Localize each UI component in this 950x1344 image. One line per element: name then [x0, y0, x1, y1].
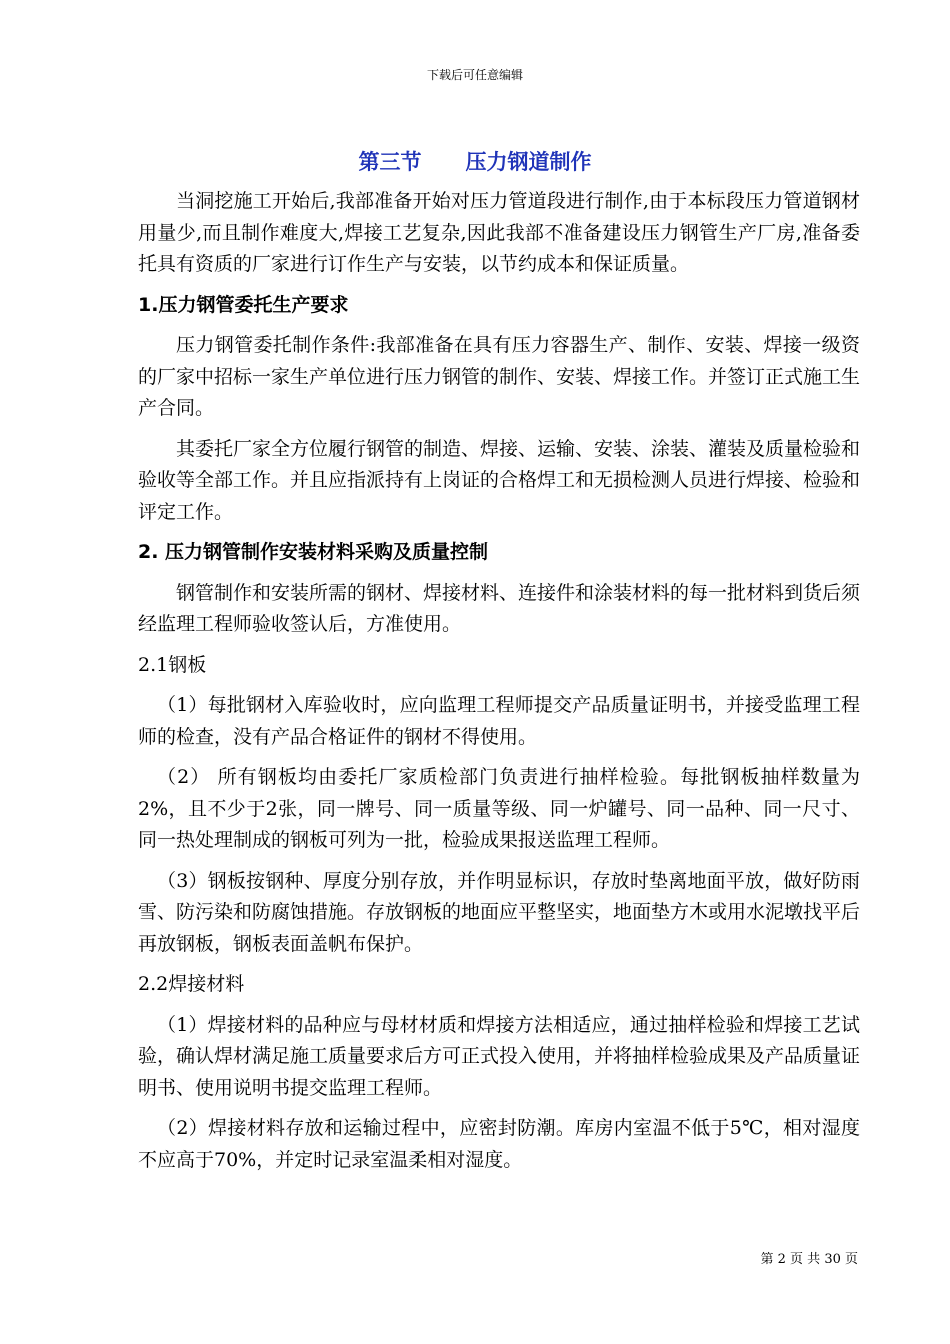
paragraph-7: （1）焊接材料的品种应与母材材质和焊接方法相适应，通过抽样检验和焊接工艺试验，确认焊材满足施工质量要求后方可正式投入使用，并将抽样检验成果及产品质量证明书、使用说明书提交监理工程师。 [138, 1013, 861, 1099]
paragraph-4: （1）每批钢材入库验收时，应向监理工程师提交产品质量证明书，并接受监理工程师的检查，没有产品合格证件的钢材不得使用。 [138, 694, 860, 748]
paragraph-8: （2）焊接材料存放和运输过程中，应密封防潮。库房内室温不低于5℃，相对湿度不应高于70%，并定时记录室温柔相对湿度。 [138, 1117, 860, 1171]
document-body [138, 186, 860, 1185]
paragraph-1: 压力钢管委托制作条件:我部准备在具有压力容器生产、制作、安装、焊接一级资的厂家中招标一家生产单位进行压力钢管的制作、安装、焊接工作。并签订正式施工生产合同。 [138, 334, 861, 419]
paragraph-5: （2） 所有钢板均由委托厂家质检部门负责进行抽样检验。每批钢板抽样数量为2%，且不少于2张，同一牌号、同一质量等级、同一炉罐号、同一品种、同一尺寸、同一热处理制成的钢板可列为一批，检验成果报送监理工程师。 [138, 766, 860, 851]
paragraph-3: 钢管制作和安装所需的钢材、焊接材料、连接件和涂装材料的每一批材料到货后须经监理工程师验收签认后，方准使用。 [138, 581, 861, 635]
section-number: 第三节 [358, 150, 422, 174]
intro-paragraph: 当洞挖施工开始后,我部准备开始对压力管道段进行制作,由于本标段压力管道钢材用量少,而且制作难度大,焊接工艺复杂,因此我部不准备建设压力钢管生产厂房,准备委托具有资质的厂家进行订作生产与安装，以节约成本和保证质量。 [138, 190, 860, 275]
heading-1: 1.压力钢管委托生产要求 [138, 293, 349, 316]
section-name: 压力钢道制作 [465, 150, 592, 174]
section-title [0, 146, 950, 176]
heading-2: 2. 压力钢管制作安装材料采购及质量控制 [138, 541, 489, 563]
header-note: 下载后可任意编辑 [426, 68, 523, 82]
heading-2-1: 2.1钢板 [138, 653, 207, 676]
page-number: 第 2 页 共 30 页 [760, 1252, 858, 1267]
paragraph-2: 其委托厂家全方位履行钢管的制造、焊接、运输、安装、涂装、灌装及质量检验和验收等全部工作。并且应指派持有上岗证的合格焊工和无损检测人员进行焊接、检验和评定工作。 [138, 437, 861, 523]
heading-2-2: 2.2焊接材料 [138, 973, 245, 995]
paragraph-6: （3）钢板按钢种、厚度分别存放，并作明显标识，存放时垫离地面平放，做好防雨雪、防污染和防腐蚀措施。存放钢板的地面应平整坚实，地面垫方木或用水泥墩找平后再放钢板，钢板表面盖帆布保护。 [138, 869, 861, 955]
